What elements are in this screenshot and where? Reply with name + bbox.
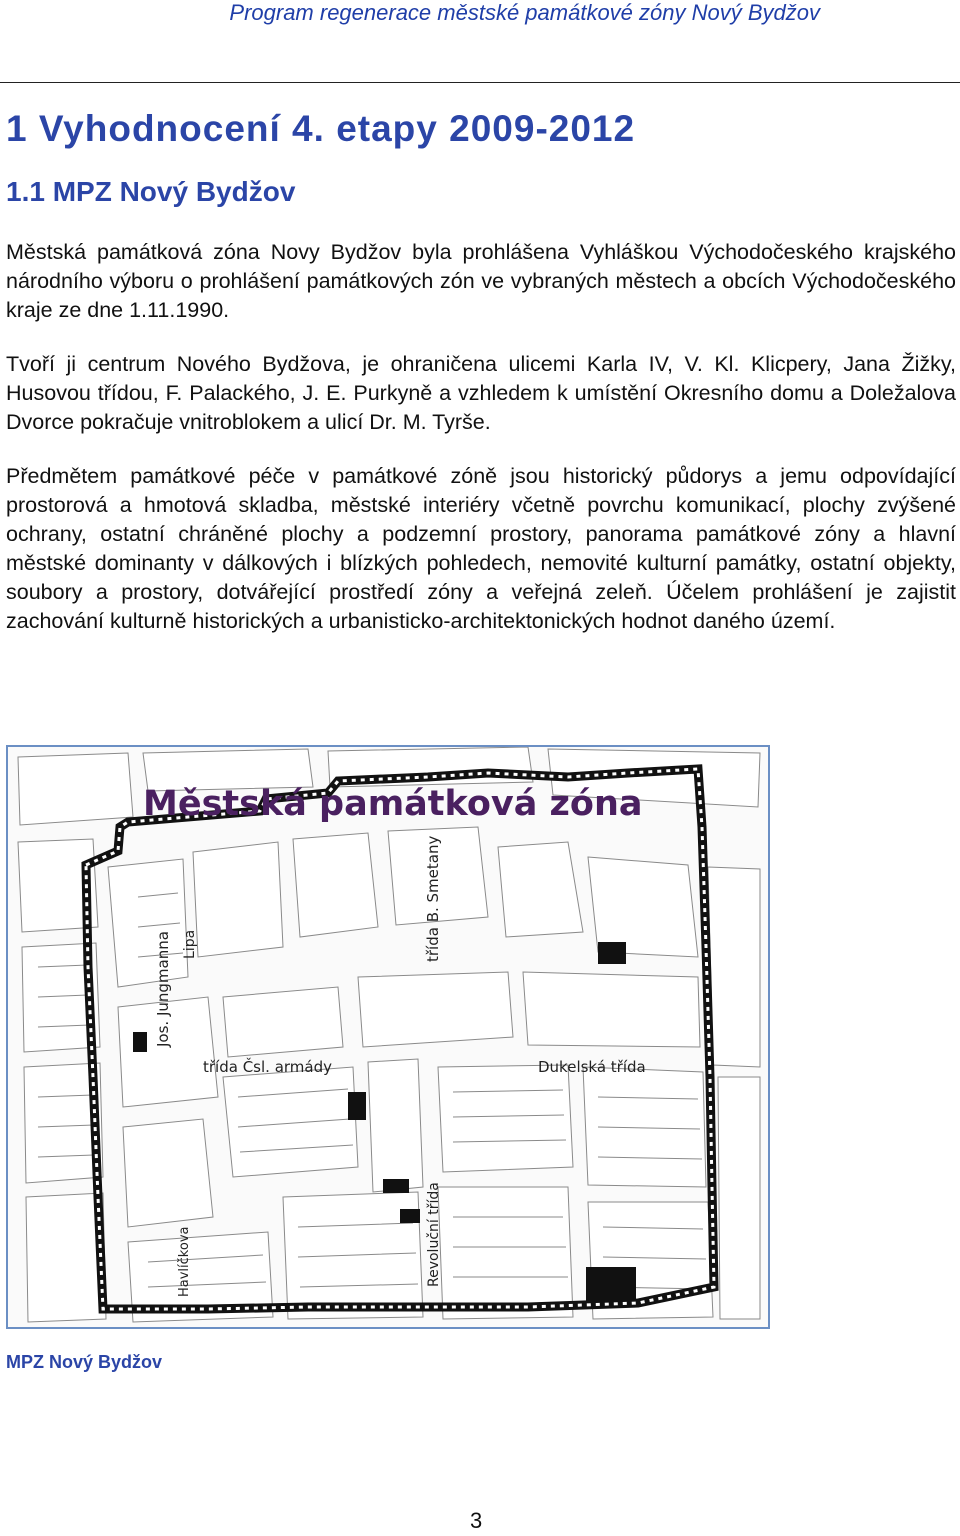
map-label-dukelska: Dukelská třída bbox=[538, 1058, 646, 1076]
zone-map-svg bbox=[8, 747, 768, 1327]
map-caption: MPZ Nový Bydžov bbox=[6, 1352, 163, 1372]
map-label-smetany: třída B. Smetany bbox=[424, 835, 442, 962]
map-label-csl-armady: třída Čsl. armády bbox=[203, 1058, 332, 1076]
running-header bbox=[0, 0, 960, 83]
map-label-havlickova: Havlíčkova bbox=[177, 1226, 192, 1297]
paragraph-boundary: Tvoří ji centrum Nového Bydžova, je ohraničena ulicemi Karla IV, V. Kl. Klicpery, Jana Žižky, Husovou třídou, F. Palackého, J. E. Purkyně a vzhledem k umístění Okresního domu a Doležalova Dvorce pokračuje vnitroblokem a ulicí Dr. M. Tyrše. bbox=[6, 352, 956, 434]
map-label-lipa: Lipa bbox=[182, 929, 198, 959]
map-label-jungmanna: Jos. Jungmanna bbox=[154, 931, 172, 1047]
paragraph-protection: Předmětem památkové péče v památkové zóně jsou historický půdorys a jemu odpovídající prostorová a hmotová skladba, městské interiéry včetně povrchu komunikací, plochy zvýšené ochrany, ostatní chráněné plochy a podzemní prostory, panorama památkové zóny a hlavní městské dominanty v dálkových i blízkých pohledech, nemovité kulturní památky, ostatní objekty, soubory a prostory, dotvářející prostředí zóny a veřejná zeleň. Účelem prohlášení je zajistit zachování kulturně historických a urbanisticko-architektonických hodnot daného území. bbox=[6, 464, 956, 633]
paragraph-declaration: Městská památková zóna Novy Bydžov byla prohlášena Vyhláškou Východočeského krajského národního výboru o prohlášení památkových zón ve vybraných městech a obcích Východočeského kraje ze dne 1.11.1990. bbox=[6, 240, 956, 322]
map-title: Městská památková zóna bbox=[143, 784, 643, 824]
section-heading: 1 Vyhodnocení 4. etapy 2009-2012 bbox=[6, 108, 636, 149]
zone-map bbox=[6, 745, 770, 1329]
subsection-heading: 1.1 MPZ Nový Bydžov bbox=[6, 176, 296, 207]
map-label-revolucni: Revoluční třída bbox=[426, 1182, 442, 1287]
page-number: 3 bbox=[470, 1508, 483, 1533]
running-header-title: Program regenerace městské památkové zóny Nový Bydžov bbox=[229, 0, 820, 25]
